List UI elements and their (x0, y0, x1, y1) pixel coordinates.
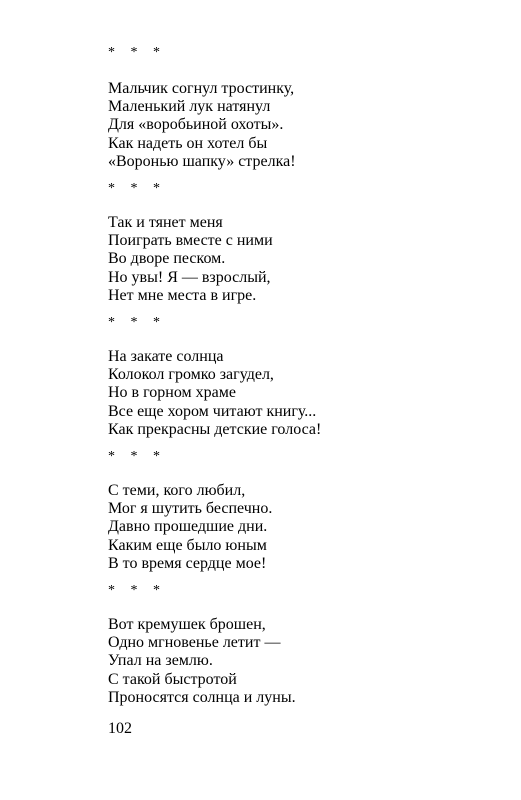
poem-line: Вот кремушек брошен, (108, 616, 266, 633)
poem-line: С теми, кого любил, (108, 482, 246, 499)
poem-line: Как надеть он хотел бы (108, 134, 268, 152)
poem-line: С такой быстротой (108, 670, 237, 688)
poem-separator: * * * (108, 583, 166, 598)
poem-separator: * * * (108, 315, 166, 330)
poem-line: Давно прошедшие дни. (108, 518, 268, 536)
poem-line: Но увы! Я — взрослый, (108, 268, 271, 286)
poem-stanza (108, 214, 273, 305)
poem-line: Каким еще было юным (108, 536, 267, 554)
poem-stanza (108, 80, 296, 171)
poem-line: Во дворе песком. (108, 250, 226, 268)
poem-line: Маленький лук натянул (108, 98, 271, 116)
poem-stanza (108, 348, 321, 439)
poem-separator: * * * (108, 45, 166, 60)
poem-line: Колокол громко загудел, (108, 366, 274, 384)
poem-line: Упал на землю. (108, 652, 213, 670)
poem-line: Для «воробьиной охоты». (108, 116, 284, 134)
poem-line: В то время сердце мое! (108, 554, 267, 572)
poem-separator: * * * (108, 449, 166, 464)
poem-line: Все еще хором читают книгу... (108, 402, 317, 420)
poem-line: Но в горном храме (108, 384, 236, 402)
poem-line: Одно мгновенье летит — (108, 634, 281, 652)
poem-line: Так и тянет меня (108, 214, 223, 231)
poem-separator: * * * (108, 181, 166, 196)
poem-line: На закате солнца (108, 348, 224, 365)
poem-line: Проносятся солнца и луны. (108, 688, 296, 706)
page-number: 102 (108, 720, 132, 737)
poem-line: «Воронью шапку» стрелка! (108, 152, 296, 170)
poem-line: Как прекрасны детские голоса! (108, 420, 322, 438)
poem-line: Поиграть вместе с ними (108, 232, 273, 250)
poem-line: Мальчик согнул тростинку, (108, 80, 295, 97)
poem-stanza (108, 616, 296, 707)
poem-stanza (108, 482, 272, 573)
poem-line: Мог я шутить беспечно. (108, 500, 273, 518)
poem-line: Нет мне места в игре. (108, 286, 257, 304)
